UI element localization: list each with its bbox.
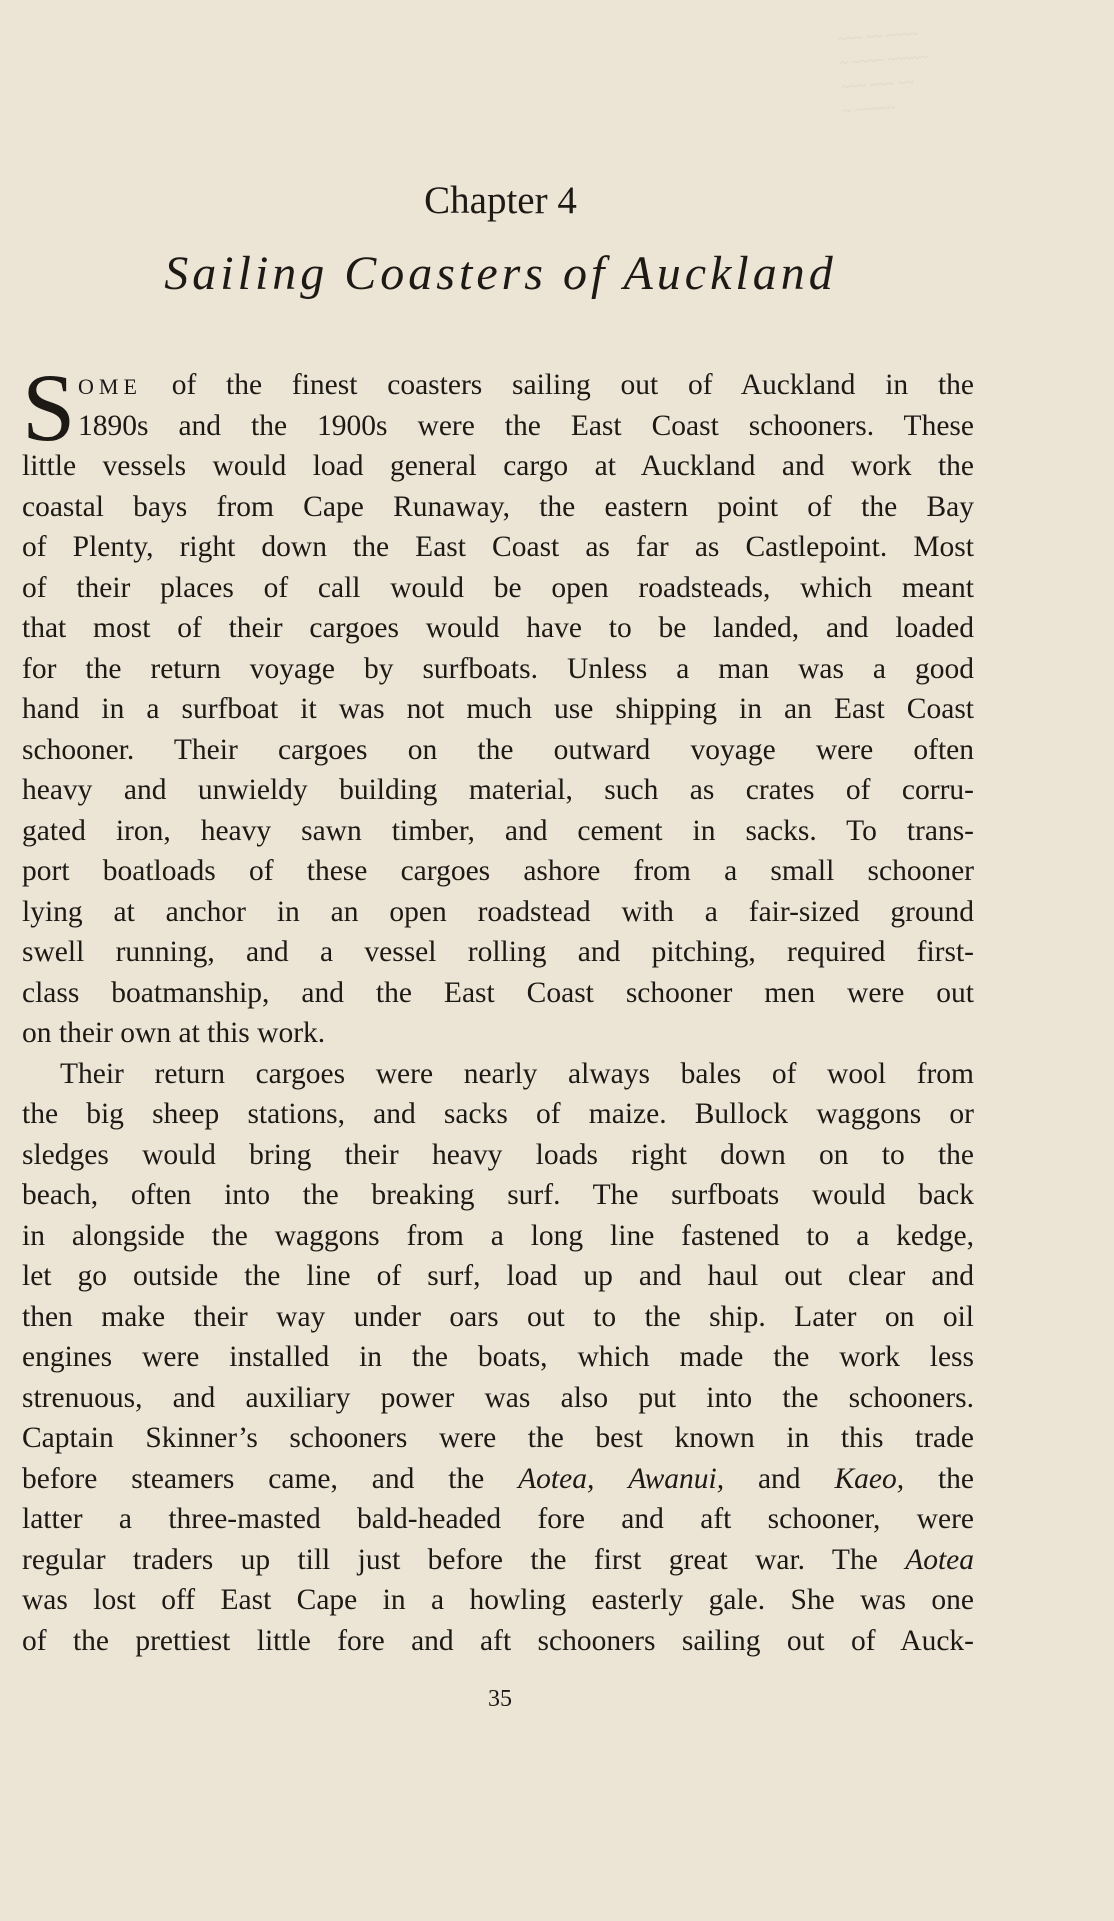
text-line: class boatmanship, and the East Coast schooner men were out bbox=[22, 976, 974, 1009]
text-line: latter a three-masted bald-headed fore and aft schooner, were bbox=[22, 1503, 974, 1535]
text-line: of their places of call would be open roadsteads, which meant bbox=[22, 571, 974, 604]
text-line: engines were installed in the boats, which made the work less bbox=[22, 1341, 974, 1373]
text-line: that most of their cargoes would have to be landed, and loaded bbox=[22, 612, 974, 644]
text-line: Captain Skinner’s schooners were the best known in this trade bbox=[22, 1422, 974, 1454]
text-line: strenuous, and auxiliary power was also put into the schooners. bbox=[22, 1381, 974, 1414]
body-text bbox=[22, 354, 975, 1661]
text-line: was lost off East Cape in a howling easterly gale. She was one bbox=[22, 1584, 974, 1616]
text-line: heavy and unwieldy building material, such as crates of corru- bbox=[22, 774, 974, 806]
text-line: little vessels would load general cargo at Auckland and work the bbox=[22, 450, 974, 482]
ship-name: Awanui, bbox=[628, 1462, 725, 1495]
text-line: then make their way under oars out to the ship. Later on oil bbox=[22, 1300, 974, 1333]
text-line: of the prettiest little fore and aft schooners sailing out of Auck- bbox=[22, 1624, 974, 1657]
text-line: 1890s and the 1900s were the East Coast schooners. These bbox=[78, 409, 974, 442]
text-line: OME of the finest coasters sailing out of Auckland in the bbox=[78, 369, 974, 401]
text-line: on their own at this work. bbox=[22, 1017, 326, 1049]
ship-name: Aotea, bbox=[518, 1462, 595, 1495]
text-line: lying at anchor in an open roadstead with a fair-sized ground bbox=[22, 895, 974, 928]
text-line: swell running, and a vessel rolling and pitching, required first- bbox=[22, 936, 974, 968]
text-line: regular traders up till just before the first great war. The Aotea bbox=[22, 1543, 974, 1576]
text-line: before steamers came, and the Aotea, Awanui, and Kaeo, the bbox=[22, 1462, 975, 1495]
text-line: Their return cargoes were nearly always bales of wool from bbox=[60, 1057, 974, 1090]
text-line: in alongside the waggons from a long line fastened to a kedge, bbox=[22, 1219, 974, 1252]
text-line: sledges would bring their heavy loads right down on to the bbox=[22, 1138, 974, 1171]
ship-name: Kaeo, bbox=[834, 1462, 905, 1495]
drop-cap: S bbox=[22, 354, 76, 461]
text-line: of Plenty, right down the East Coast as far as Castlepoint. Most bbox=[22, 531, 974, 563]
text-line: port boatloads of these cargoes ashore from a small schooner bbox=[22, 855, 974, 887]
text-line: hand in a surfboat it was not much use shipping in an East Coast bbox=[22, 693, 974, 725]
text-line: the big sheep stations, and sacks of maize. Bullock waggons or bbox=[22, 1098, 974, 1130]
ship-name: Aotea bbox=[905, 1543, 974, 1576]
text-line: schooner. Their cargoes on the outward voyage were often bbox=[22, 733, 974, 766]
chapter-number: Chapter 4 bbox=[424, 179, 577, 222]
text-line: gated iron, heavy sawn timber, and cement in sacks. To trans- bbox=[22, 814, 974, 847]
text-line: let go outside the line of surf, load up and haul out clear and bbox=[22, 1260, 974, 1292]
text-line: beach, often into the breaking surf. The surfboats would back bbox=[22, 1179, 974, 1211]
page-number: 35 bbox=[488, 1686, 512, 1712]
text-line: coastal bays from Cape Runaway, the eastern point of the Bay bbox=[22, 490, 974, 523]
chapter-title: Sailing Coasters of Auckland bbox=[164, 247, 837, 300]
text-line: for the return voyage by surfboats. Unless a man was a good bbox=[22, 652, 974, 685]
show-through-text: ~~~ ~~ ~~~~ ~ ~~~~ ~~~~~ ~~~ ~~~ ~~ ~ ~~~~~ bbox=[837, 26, 929, 120]
small-caps-opening: OME bbox=[78, 374, 142, 399]
